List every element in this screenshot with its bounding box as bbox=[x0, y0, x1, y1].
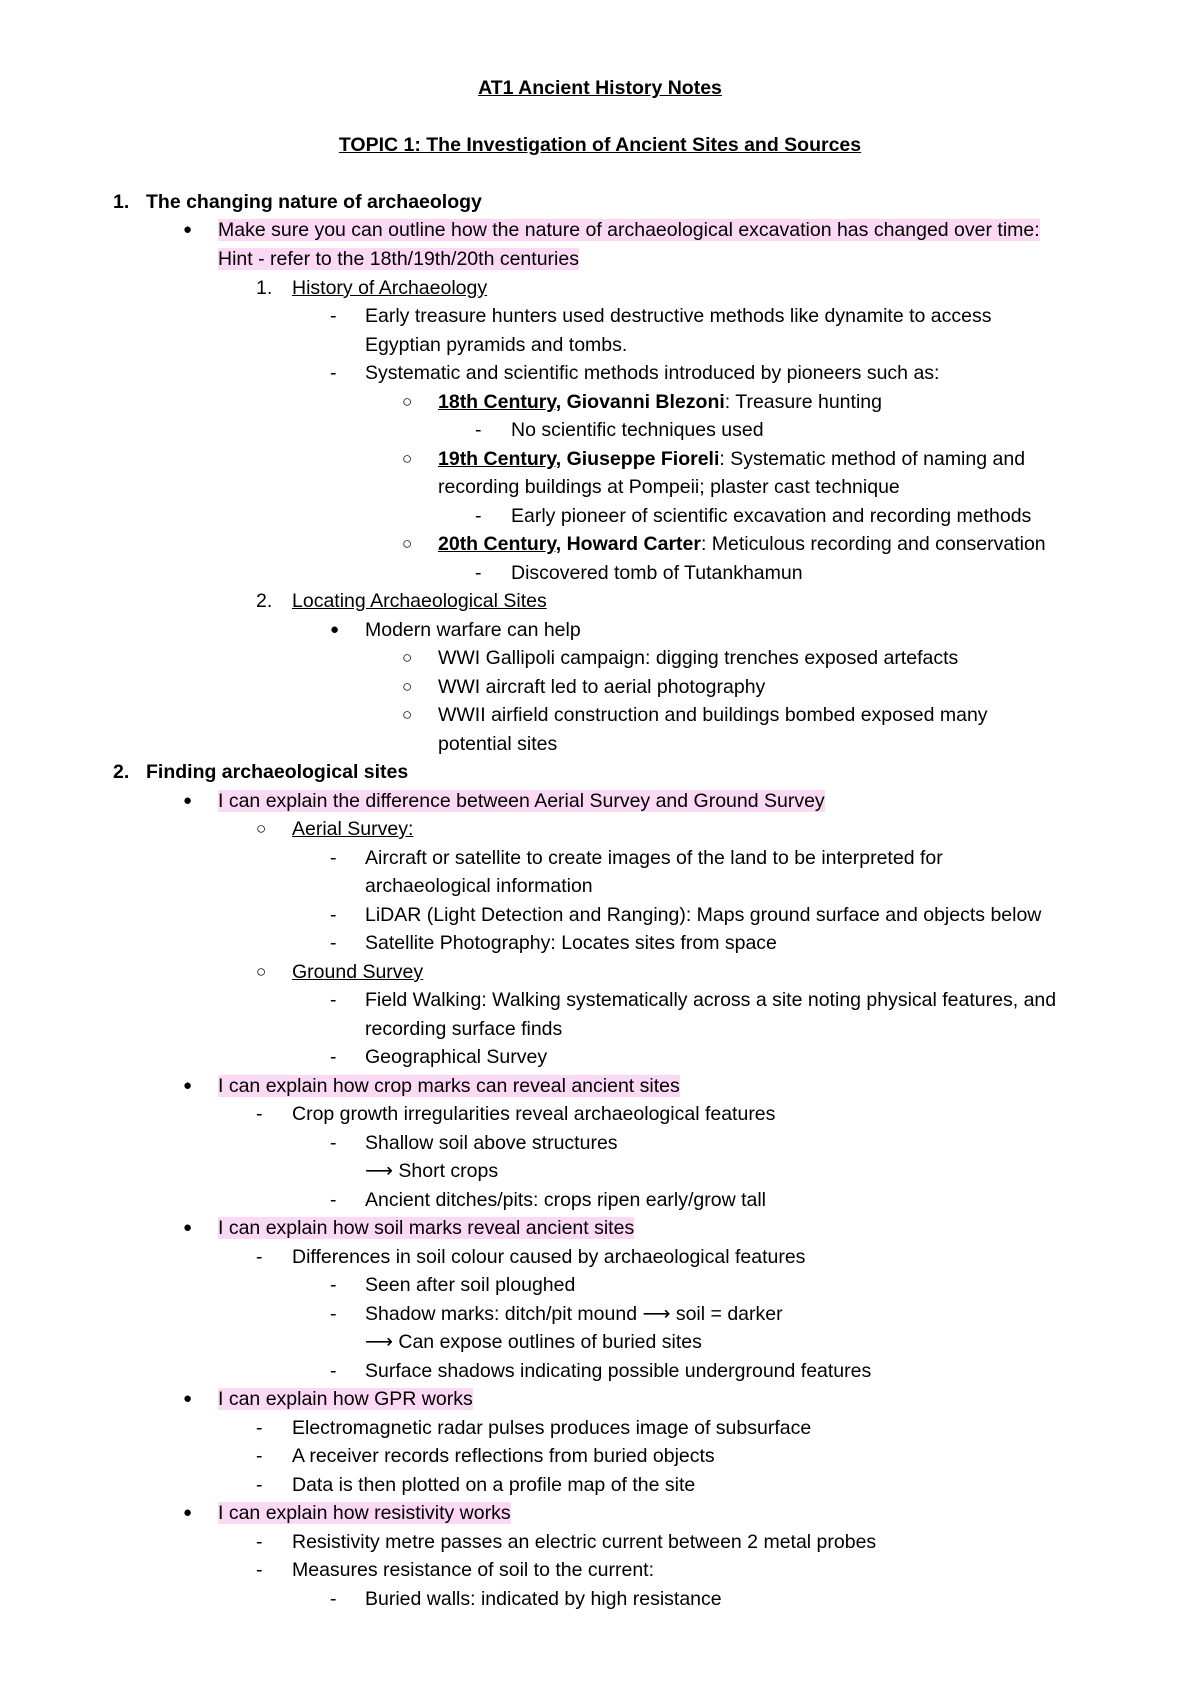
learning-outcome: I can explain the difference between Aerial Survey and Ground Survey bbox=[218, 790, 825, 812]
list-item: Satellite Photography: Locates sites from space bbox=[365, 932, 777, 954]
circle-bullet-icon: ○ bbox=[256, 819, 267, 838]
subheading-aerial: Aerial Survey: bbox=[292, 818, 414, 840]
subheading-locating: Locating Archaeological Sites bbox=[292, 590, 547, 612]
dash-marker: - bbox=[256, 1103, 263, 1125]
bullet-icon: ● bbox=[183, 1219, 193, 1236]
learning-outcome: I can explain how crop marks can reveal ancient sites bbox=[218, 1075, 680, 1097]
century-entry: 19th Century, Giuseppe Fioreli: Systematic method of naming and bbox=[438, 448, 1026, 470]
list-item: Seen after soil ploughed bbox=[365, 1274, 576, 1296]
list-item-cont: ⟶ Can expose outlines of buried sites bbox=[365, 1331, 702, 1353]
list-item: Geographical Survey bbox=[365, 1046, 548, 1068]
dash-marker: - bbox=[330, 1588, 337, 1610]
bullet-icon: ● bbox=[183, 792, 193, 809]
circle-bullet-icon: ○ bbox=[402, 534, 413, 553]
dash-marker: - bbox=[330, 305, 337, 327]
list-item: No scientific techniques used bbox=[511, 419, 764, 441]
circle-bullet-icon: ○ bbox=[402, 392, 413, 411]
list-item: Aircraft or satellite to create images of the land to be interpreted for bbox=[365, 847, 943, 869]
circle-bullet-icon: ○ bbox=[402, 648, 413, 667]
list-item: Differences in soil colour caused by archaeological features bbox=[292, 1246, 806, 1268]
dash-marker: - bbox=[475, 562, 482, 584]
list-item: Early pioneer of scientific excavation and recording methods bbox=[511, 505, 1032, 527]
list-item-cont: ⟶ Short crops bbox=[365, 1160, 499, 1182]
learning-outcome: I can explain how GPR works bbox=[218, 1388, 473, 1410]
dash-marker: - bbox=[256, 1445, 263, 1467]
dash-marker: - bbox=[330, 1132, 337, 1154]
dash-marker: - bbox=[256, 1559, 263, 1581]
list-item: Modern warfare can help bbox=[365, 619, 581, 641]
list-item: Resistivity metre passes an electric current between 2 metal probes bbox=[292, 1531, 877, 1553]
section-number: 1. bbox=[113, 191, 130, 213]
section-heading: The changing nature of archaeology bbox=[146, 191, 482, 213]
list-item: WWII airfield construction and buildings bombed exposed many bbox=[438, 704, 988, 726]
list-item: Buried walls: indicated by high resistance bbox=[365, 1588, 722, 1610]
list-item: Measures resistance of soil to the current: bbox=[292, 1559, 654, 1581]
subheading-ground: Ground Survey bbox=[292, 961, 424, 983]
section-heading: Finding archaeological sites bbox=[146, 761, 409, 783]
list-item: LiDAR (Light Detection and Ranging): Maps ground surface and objects below bbox=[365, 904, 1042, 926]
century-entry-cont: recording buildings at Pompeii; plaster cast technique bbox=[438, 476, 900, 498]
list-item: Shadow marks: ditch/pit mound ⟶ soil = darker bbox=[365, 1303, 783, 1325]
list-item-cont: archaeological information bbox=[365, 875, 593, 897]
list-item: WWI Gallipoli campaign: digging trenches exposed artefacts bbox=[438, 647, 959, 669]
topic-title: TOPIC 1: The Investigation of Ancient Sites and Sources bbox=[338, 134, 862, 156]
dash-marker: - bbox=[330, 1303, 337, 1325]
list-item: Data is then plotted on a profile map of the site bbox=[292, 1474, 696, 1496]
list-item: Systematic and scientific methods introduced by pioneers such as: bbox=[365, 362, 940, 384]
dash-marker: - bbox=[256, 1531, 263, 1553]
dash-marker: - bbox=[475, 505, 482, 527]
learning-outcome-cont: Hint - refer to the 18th/19th/20th centuries bbox=[218, 248, 579, 270]
list-item: Crop growth irregularities reveal archaeological features bbox=[292, 1103, 776, 1125]
century-entry: 18th Century, Giovanni Blezoni: Treasure hunting bbox=[438, 391, 882, 413]
bullet-icon: ● bbox=[183, 221, 193, 238]
document-title: AT1 Ancient History Notes bbox=[478, 77, 722, 99]
list-item: Early treasure hunters used destructive methods like dynamite to access bbox=[365, 305, 992, 327]
bullet-icon: ● bbox=[330, 621, 340, 638]
circle-bullet-icon: ○ bbox=[402, 705, 413, 724]
bullet-icon: ● bbox=[183, 1390, 193, 1407]
list-item: WWI aircraft led to aerial photography bbox=[438, 676, 766, 698]
list-number: 2. bbox=[256, 590, 273, 612]
list-item-cont: potential sites bbox=[438, 733, 558, 755]
dash-marker: - bbox=[330, 1046, 337, 1068]
dash-marker: - bbox=[256, 1417, 263, 1439]
list-item: A receiver records reflections from buried objects bbox=[292, 1445, 715, 1467]
dash-marker: - bbox=[330, 904, 337, 926]
circle-bullet-icon: ○ bbox=[256, 962, 267, 981]
learning-outcome: I can explain how soil marks reveal ancient sites bbox=[218, 1217, 635, 1239]
bullet-icon: ● bbox=[183, 1504, 193, 1521]
dash-marker: - bbox=[475, 419, 482, 441]
circle-bullet-icon: ○ bbox=[402, 449, 413, 468]
learning-outcome: I can explain how resistivity works bbox=[218, 1502, 511, 1524]
list-item-cont: recording surface finds bbox=[365, 1018, 563, 1040]
list-number: 1. bbox=[256, 277, 273, 299]
century-entry: 20th Century, Howard Carter: Meticulous recording and conservation bbox=[438, 533, 1046, 555]
list-item: Surface shadows indicating possible underground features bbox=[365, 1360, 872, 1382]
circle-bullet-icon: ○ bbox=[402, 677, 413, 696]
dash-marker: - bbox=[330, 1360, 337, 1382]
bullet-icon: ● bbox=[183, 1077, 193, 1094]
dash-marker: - bbox=[330, 1274, 337, 1296]
dash-marker: - bbox=[330, 989, 337, 1011]
list-item: Discovered tomb of Tutankhamun bbox=[511, 562, 803, 584]
dash-marker: - bbox=[330, 362, 337, 384]
dash-marker: - bbox=[256, 1474, 263, 1496]
list-item: Electromagnetic radar pulses produces image of subsurface bbox=[292, 1417, 812, 1439]
list-item: Field Walking: Walking systematically across a site noting physical features, and bbox=[365, 989, 1057, 1011]
dash-marker: - bbox=[330, 847, 337, 869]
section-number: 2. bbox=[113, 761, 130, 783]
subheading-history: History of Archaeology bbox=[292, 277, 488, 299]
dash-marker: - bbox=[330, 932, 337, 954]
learning-outcome: Make sure you can outline how the nature of archaeological excavation has changed over time: bbox=[218, 219, 1040, 241]
dash-marker: - bbox=[256, 1246, 263, 1268]
dash-marker: - bbox=[330, 1189, 337, 1211]
list-item: Ancient ditches/pits: crops ripen early/grow tall bbox=[365, 1189, 767, 1211]
list-item-cont: Egyptian pyramids and tombs. bbox=[365, 334, 628, 356]
list-item: Shallow soil above structures bbox=[365, 1132, 618, 1154]
